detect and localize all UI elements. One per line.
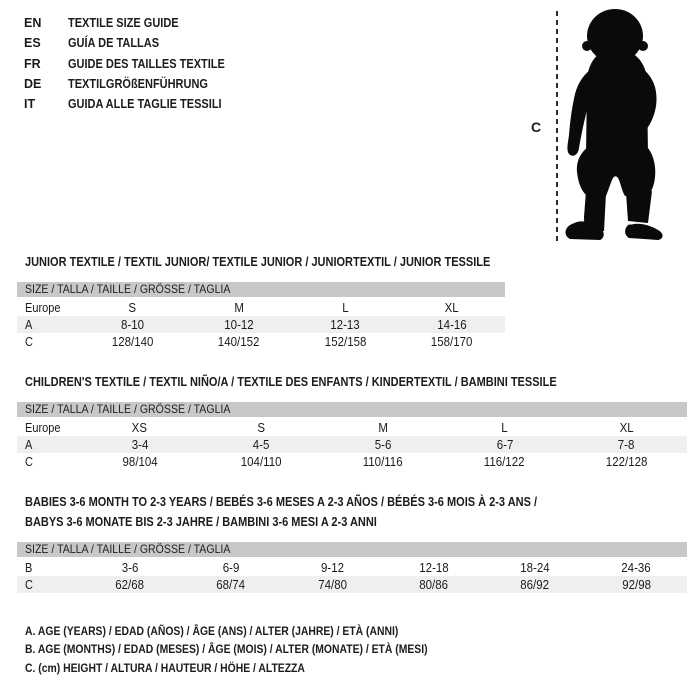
language-label — [68, 57, 246, 71]
table-cell-text: L — [342, 300, 349, 315]
legend-line-text: C. (cm) HEIGHT / ALTURA / HAUTEUR / HÖHE / ALTEZZA — [25, 660, 305, 675]
size-header-text: SIZE / TALLA / TAILLE / GRÖSSE / TAGLIA — [25, 282, 231, 296]
table-cell-text: 7-8 — [617, 437, 635, 452]
table-cell — [292, 318, 399, 332]
row-label-text: C — [25, 577, 33, 592]
table-cell-text: M — [378, 420, 388, 435]
row-label-text: B — [25, 560, 33, 575]
size-header-bar — [17, 282, 505, 297]
language-label-text: TEXTILGRÖßENFÜHRUNG — [68, 77, 208, 92]
table-cell — [322, 421, 444, 435]
table-cell — [322, 438, 444, 452]
babies-textile-table — [17, 492, 687, 593]
row-label-text: A — [25, 317, 33, 332]
table-cell-text: 8-10 — [120, 317, 144, 332]
row-label-text: A — [25, 437, 33, 452]
table-cell-text: 10-12 — [224, 317, 254, 332]
legend-line — [25, 659, 482, 677]
table-cell — [586, 561, 687, 575]
table-cell — [586, 578, 687, 592]
measure-legend — [25, 622, 482, 677]
language-row — [24, 33, 246, 53]
row-label — [17, 301, 79, 315]
table-cell-text: XS — [132, 420, 148, 435]
table-cell-text: 98/104 — [122, 454, 158, 469]
table-cell — [292, 301, 399, 315]
legend-line-text: A. AGE (YEARS) / EDAD (AÑOS) / ÂGE (ANS) / ALTER (JAHRE) / ETÀ (ANNI) — [25, 624, 399, 638]
table-cell — [444, 438, 566, 452]
section-title-line — [25, 252, 505, 272]
table-cell-text: 80/86 — [419, 577, 449, 592]
row-label-text: Europe — [25, 420, 61, 435]
section-title-line — [25, 512, 687, 532]
table-cell-text: 152/158 — [324, 334, 367, 349]
table-row — [17, 576, 687, 593]
table-cell — [186, 301, 293, 315]
size-header-bar — [17, 542, 687, 557]
row-label — [17, 438, 79, 452]
row-label-text: C — [25, 454, 33, 469]
language-label-text: TEXTILE SIZE GUIDE — [68, 16, 179, 31]
legend-line-text: B. AGE (MONTHS) / EDAD (MESES) / ÂGE (MOIS) / ALTER (MONATE) / ETÀ (MESI) — [25, 642, 428, 657]
table-cell — [79, 318, 186, 332]
table-cell — [201, 438, 323, 452]
section-title — [17, 492, 687, 532]
table-cell-text: 110/116 — [363, 454, 403, 469]
table-cell-text: 12-18 — [418, 560, 449, 575]
table-cell — [484, 578, 585, 592]
table-cell — [292, 335, 399, 349]
table-cell — [79, 335, 186, 349]
table-cell — [565, 455, 687, 469]
table-cell — [79, 301, 186, 315]
table-rows — [17, 559, 687, 593]
size-header-text: SIZE / TALLA / TAILLE / GRÖSSE / TAGLIA — [25, 542, 231, 556]
size-header-text: SIZE / TALLA / TAILLE / GRÖSSE / TAGLIA — [25, 402, 231, 416]
row-label — [17, 561, 79, 575]
section-title-text: JUNIOR TEXTILE / TEXTIL JUNIOR/ TEXTILE JUNIOR / JUNIORTEXTIL / JUNIOR TESSILE — [25, 255, 491, 269]
language-label-text: GUIDE DES TAILLES TEXTILE — [68, 56, 225, 71]
language-code: FR — [24, 56, 41, 71]
table-cell-text: 24-36 — [621, 560, 652, 575]
row-label — [17, 421, 79, 435]
table-cell — [79, 455, 201, 469]
table-cell — [282, 578, 383, 592]
table-cell-text: 122/128 — [605, 454, 647, 469]
table-cell — [565, 438, 687, 452]
language-code: IT — [24, 97, 36, 112]
table-cell-text: 5-6 — [374, 437, 392, 452]
language-row — [24, 54, 246, 74]
table-cell — [565, 421, 687, 435]
table-cell — [79, 421, 201, 435]
table-cell-text: 116/122 — [484, 454, 525, 469]
language-code: DE — [24, 77, 42, 92]
toddler-silhouette — [566, 9, 663, 240]
section-title-text: BABYS 3-6 MONATE BIS 2-3 JAHRE / BAMBINI 3-6 MESI A 2-3 ANNI — [25, 515, 377, 529]
language-label — [68, 77, 227, 91]
table-cell-text: 92/98 — [621, 577, 651, 592]
table-cell — [282, 561, 383, 575]
table-cell — [322, 455, 444, 469]
language-list — [24, 13, 246, 114]
language-row — [24, 94, 246, 114]
table-row — [17, 316, 505, 333]
table-cell — [444, 421, 566, 435]
section-title-line — [25, 372, 687, 392]
height-measure-label: C — [531, 119, 542, 135]
table-cell — [186, 318, 293, 332]
table-cell-text: 18-24 — [520, 560, 550, 575]
table-row — [17, 299, 505, 316]
table-cell-text: 6-9 — [222, 560, 240, 575]
table-cell-text: 86/92 — [520, 577, 550, 592]
table-cell — [180, 578, 281, 592]
table-rows — [17, 299, 505, 350]
table-cell-text: 68/74 — [216, 577, 246, 592]
table-row — [17, 453, 687, 470]
language-label — [68, 36, 171, 50]
table-cell-text: 6-7 — [496, 437, 513, 452]
table-cell-text: 4-5 — [253, 437, 270, 452]
row-label-text: Europe — [25, 300, 61, 315]
table-cell-text: 3-4 — [131, 437, 149, 452]
table-rows — [17, 419, 687, 470]
table-cell-text: XL — [619, 420, 634, 435]
table-cell — [444, 455, 566, 469]
table-cell — [399, 301, 506, 315]
table-cell — [399, 318, 506, 332]
language-label — [68, 16, 194, 30]
table-cell — [186, 335, 293, 349]
legend-line — [25, 622, 482, 640]
table-cell — [383, 578, 484, 592]
table-cell — [79, 578, 180, 592]
section-title — [17, 252, 505, 272]
language-row — [24, 13, 246, 33]
table-cell — [201, 455, 323, 469]
table-cell — [79, 438, 201, 452]
childrens-textile-table — [17, 372, 687, 470]
table-cell-text: XL — [444, 300, 459, 315]
table-row — [17, 436, 687, 453]
language-label-text: GUÍA DE TALLAS — [68, 36, 160, 51]
language-code: EN — [24, 16, 42, 31]
table-cell-text: 62/68 — [115, 577, 145, 592]
legend-line — [25, 640, 482, 658]
junior-textile-table — [17, 252, 505, 350]
table-cell-text: 158/170 — [430, 334, 473, 349]
table-cell-text: L — [501, 420, 508, 435]
table-cell-text: S — [128, 300, 137, 315]
language-code: ES — [24, 36, 41, 51]
size-header-bar — [17, 402, 687, 417]
table-cell-text: 140/152 — [217, 334, 260, 349]
table-row — [17, 559, 687, 576]
row-label — [17, 335, 79, 349]
section-title — [17, 372, 687, 392]
table-cell — [180, 561, 281, 575]
table-cell — [484, 561, 585, 575]
table-cell-text: 128/140 — [111, 334, 154, 349]
section-title-text: CHILDREN'S TEXTILE / TEXTIL NIÑO/A / TEXTILE DES ENFANTS / KINDERTEXTIL / BAMBINI TESSILE — [25, 375, 557, 389]
row-label — [17, 318, 79, 332]
language-label-text: GUIDA ALLE TAGLIE TESSILI — [68, 97, 222, 112]
row-label — [17, 455, 79, 469]
language-row — [24, 74, 246, 94]
row-label-text: C — [25, 334, 33, 349]
table-cell-text: 12-13 — [330, 317, 360, 332]
row-label — [17, 578, 79, 592]
section-title-line — [25, 492, 687, 512]
table-row — [17, 419, 687, 436]
section-title-text: BABIES 3-6 MONTH TO 2-3 YEARS / BEBÉS 3-6 MESES A 2-3 AÑOS / BÉBÉS 3-6 MOIS À 2-3 ANS / — [25, 495, 538, 509]
table-cell-text: 9-12 — [320, 560, 344, 575]
table-cell-text: M — [233, 300, 244, 315]
table-cell-text: 3-6 — [121, 560, 138, 575]
table-cell-text: 74/80 — [317, 577, 347, 592]
table-cell — [383, 561, 484, 575]
table-cell-text: 14-16 — [437, 317, 467, 332]
table-row — [17, 333, 505, 350]
table-cell-text: 104/110 — [241, 454, 282, 469]
language-label — [68, 97, 243, 111]
table-cell — [201, 421, 323, 435]
toddler-figure — [550, 4, 670, 244]
table-cell — [79, 561, 180, 575]
table-cell — [399, 335, 506, 349]
table-cell-text: S — [257, 420, 266, 435]
